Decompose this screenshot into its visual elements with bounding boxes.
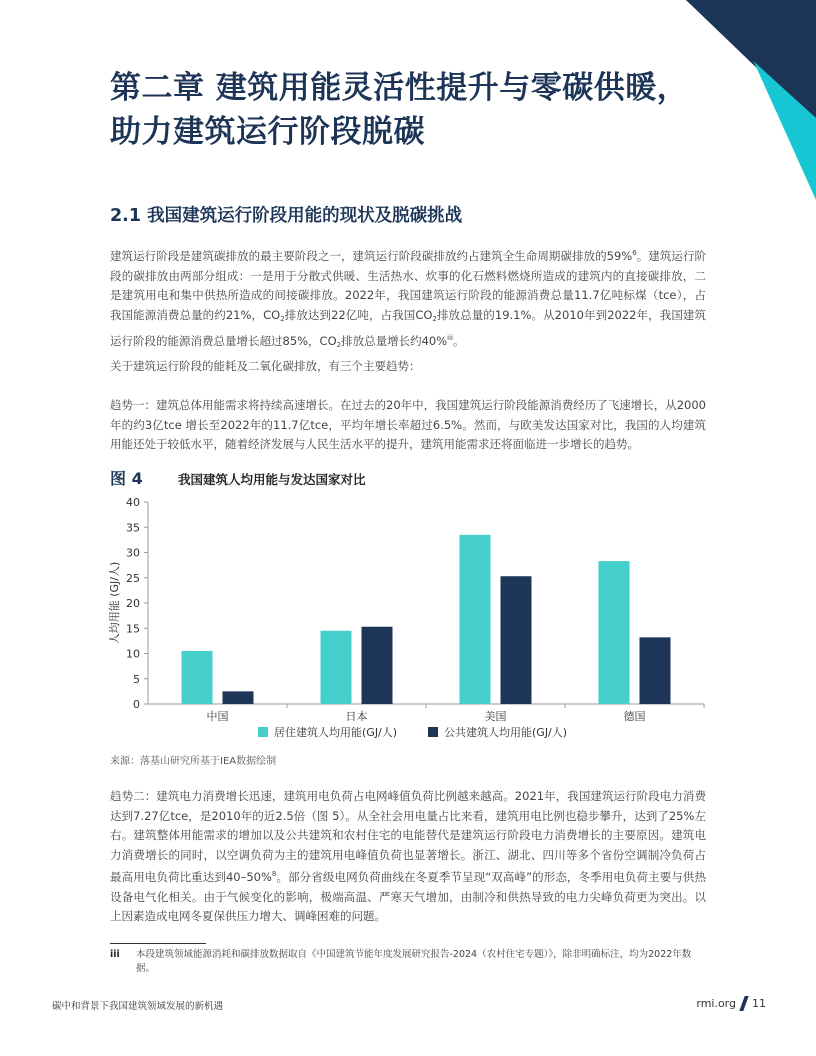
paragraph-trend-one: 趋势一：建筑总体用能需求将持续高速增长。在过去的20年中，我国建筑运行阶段能源消费经历了飞速增长，从2000年的约3亿tce 增长至2022年的11.7亿tce，平均年增长率超过6.5%。然而，与欧美发达国家对比，我国的人均建筑用能还处于较低水平，随着经济发展与人民生活水平的提升，建筑用能需求还将面临进一步增长的趋势。 [110, 398, 706, 451]
figure-source: 来源：落基山研究所基于IEA数据绘制 [110, 756, 277, 767]
footnote-text: 本段建筑领域能源消耗和碳排放数据取自《中国建筑节能年度发展研究报告-2024（农村住宅专题）》，除非明确标注，均为2022年数据。 [136, 949, 692, 974]
paragraph-trends-intro: 关于建筑运行阶段的能耗及二氧化碳排放，有三个主要趋势： [110, 359, 421, 373]
chapter-title-line1: 第二章 建筑用能灵活性提升与零碳供暖， [110, 70, 689, 106]
y-axis-label: 人均用能 (GJ/人) [108, 561, 121, 645]
y-tick-label: 15 [126, 622, 140, 636]
footnote-mark: iii [110, 949, 120, 960]
bar-public-3 [640, 637, 671, 704]
y-tick-label: 35 [126, 521, 140, 535]
y-tick-label: 20 [126, 597, 140, 610]
chapter-title [110, 66, 710, 154]
legend-label-0: 居住建筑人均用能(GJ/人) [274, 726, 398, 739]
bar-residential-2 [460, 535, 491, 704]
footer-report-title: 碳中和背景下我国建筑领域发展的新机遇 [52, 1001, 224, 1012]
y-tick-label: 5 [133, 672, 140, 686]
y-tick-label: 0 [133, 698, 140, 711]
y-tick-label: 25 [126, 571, 140, 585]
bar-public-1 [362, 627, 393, 704]
legend-swatch-1 [428, 727, 438, 737]
bar-chart [100, 490, 720, 750]
bar-residential-3 [599, 561, 630, 704]
figure-title: 我国建筑人均用能与发达国家对比 [178, 472, 366, 487]
section-title: 2.1 我国建筑运行阶段用能的现状及脱碳挑战 [110, 206, 463, 226]
footer-page-info [696, 996, 766, 1011]
paragraph-intro: 建筑运行阶段是建筑碳排放的最主要阶段之一，建筑运行阶段碳排放约占建筑全生命周期碳排放的59%$^6$。建筑运行阶段的碳排放由两部分组成：一是用于分散式供暖、生活热水、炊事的化石燃料燃烧所造成的建筑内的直接碳排放，二是建筑用电和集中供热所造成的间接碳排放。2022年，我国建筑运行阶段的能源消费总量11.7亿吨标煤（tce），占我国能源消费总量的约21%，$CO_2$排放达到22亿吨，占我国$CO_2$排放总量的19.1%。从2010年到2022年，我国建筑运行阶段的能源消费总量增长超过85%，$CO_2$排放总量增长约40%$^{iii}$。 [110, 249, 707, 349]
legend-label-1: 公共建筑人均用能(GJ/人) [444, 726, 568, 739]
y-tick-label: 30 [126, 546, 140, 560]
x-tick-label: 美国 [484, 710, 507, 723]
chapter-title-line2: 助力建筑运行阶段脱碳 [110, 114, 425, 150]
x-tick-label: 日本 [345, 710, 368, 723]
footer-site-link[interactable]: rmi.org [696, 997, 736, 1010]
bar-public-2 [501, 576, 532, 704]
y-tick-label: 40 [126, 496, 140, 509]
footnote-divider [110, 943, 206, 944]
x-tick-label: 德国 [623, 710, 646, 723]
legend-swatch-0 [258, 727, 268, 737]
page-number: 11 [752, 997, 766, 1010]
bar-residential-1 [321, 631, 352, 704]
figure-label: 图 4 [110, 469, 143, 488]
x-tick-label: 中国 [206, 710, 229, 723]
bar-residential-0 [182, 651, 213, 704]
bar-public-0 [223, 691, 254, 704]
y-tick-label: 10 [126, 647, 140, 661]
paragraph-trend-two: 趋势二：建筑电力消费增长迅速，建筑用电负荷占电网峰值负荷比例越来越高。2021年，我国建筑运行阶段电力消费达到7.27亿tce，是2010年的近2.5倍（图 5）。从全社会用电量占比来看，建筑用电比例也稳步攀升，达到了25%左右。建筑整体用能需求的增加以及公共建筑和农村住宅的电能替代是建筑运行阶段电力消费增长的主要原因。建筑电力消费增长的同时，以空调负荷为主的建筑用电峰值负荷也显著增长。浙江、湖北、四川等多个省份空调制冷负荷占最高用电负荷比重达到40–50%$^8$。部分省级电网负荷曲线在冬夏季节呈现“双高峰”的形态，冬季用电负荷主要与供热设备电气化相关。由于气候变化的影响，极端高温、严寒天气增加，由制冷和供热导致的电力尖峰负荷更为突出。以上因素造成电网冬夏保供压力增大、调峰困难的问题。 [110, 789, 706, 923]
slash-icon [739, 996, 748, 1011]
